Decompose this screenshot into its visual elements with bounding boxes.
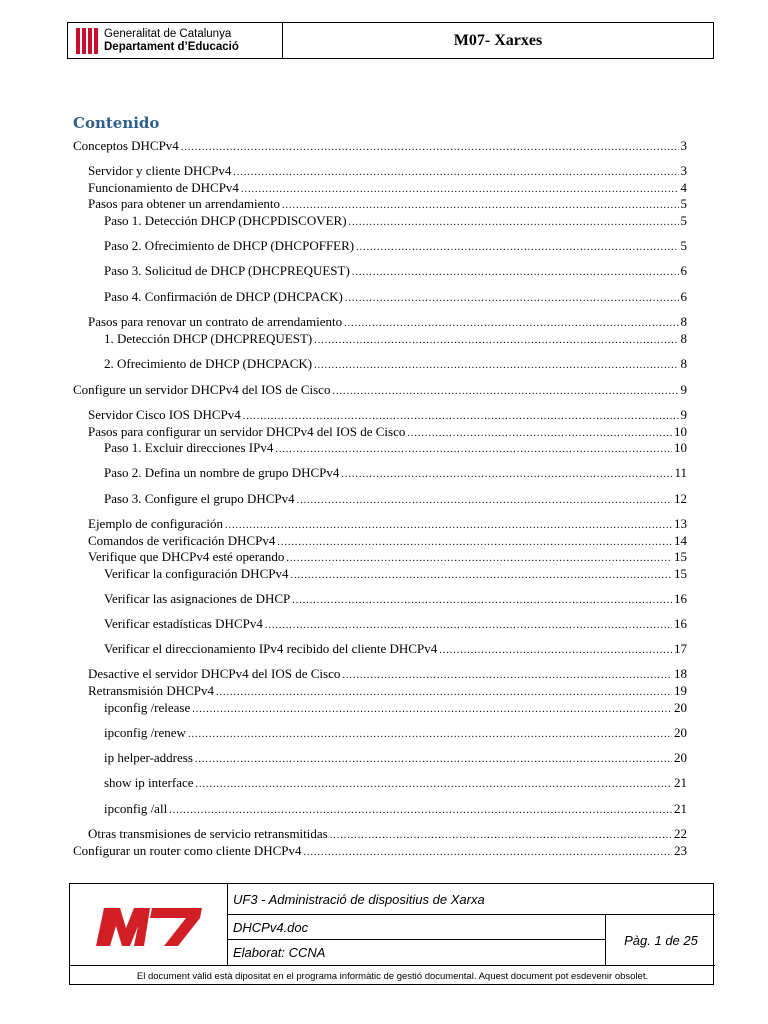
toc-entry[interactable] (104, 775, 687, 793)
toc-entry-title: ip helper-address (104, 750, 193, 765)
toc-page-number: 16 (674, 616, 687, 631)
toc-entry[interactable] (88, 516, 687, 534)
toc-entry-title: Pasos para obtener un arrendamiento (88, 196, 281, 211)
toc-entry-title: ipconfig /renew (104, 725, 186, 740)
toc-entry-title: Ejemplo de configuración (88, 516, 224, 531)
toc-entry-title: Conceptos DHCPv4 (73, 138, 179, 153)
file-name: DHCPv4.doc (227, 915, 605, 940)
toc-page-number: 17 (674, 641, 687, 656)
toc-entry[interactable] (104, 566, 687, 584)
toc-page-number: 13 (674, 516, 687, 531)
toc-page-number: 10 (674, 440, 687, 455)
toc-page-number: 5 (680, 213, 687, 228)
toc-leader-dots (286, 551, 672, 567)
toc-leader-dots (349, 215, 679, 231)
toc-leader-dots (292, 593, 672, 609)
toc-leader-dots (243, 409, 679, 425)
toc-leader-dots (345, 291, 679, 307)
toc-leader-dots (275, 442, 672, 458)
toc-page-number: 5 (680, 238, 687, 253)
toc-page-number: 9 (680, 382, 687, 397)
toc-leader-dots (297, 493, 672, 509)
toc-entry-title: show ip interface (104, 775, 194, 790)
toc-leader-dots (332, 384, 678, 400)
toc-entry[interactable] (104, 213, 687, 231)
toc-title: Contenido (73, 114, 160, 132)
toc-entry[interactable] (104, 801, 687, 819)
org-name-line2: Departament d’Educació (104, 40, 239, 53)
toc-page-number: 16 (674, 591, 687, 606)
toc-page-number: 8 (680, 331, 687, 346)
toc-page-number: 12 (674, 491, 687, 506)
toc-entry[interactable] (104, 641, 687, 659)
toc-page-number: 20 (674, 725, 687, 740)
toc-entry[interactable] (104, 289, 687, 307)
toc-entry[interactable] (104, 331, 687, 349)
toc-entry[interactable] (88, 683, 687, 701)
toc-entry-title: Paso 3. Configure el grupo DHCPv4 (104, 491, 295, 506)
toc-entry[interactable] (88, 196, 687, 214)
toc-entry-title: 1. Detección DHCP (DHCPREQUEST) (104, 331, 313, 346)
toc-page-number: 9 (680, 407, 687, 422)
toc-entry-title: Retransmisión DHCPv4 (88, 683, 215, 698)
toc-entry[interactable] (88, 314, 687, 332)
author-label: Elaborat: CCNA (233, 945, 326, 960)
toc-entry[interactable] (104, 440, 687, 458)
toc-entry[interactable] (104, 750, 687, 768)
unit-name: UF3 - Administració de dispositius de Xarxa (227, 884, 715, 915)
toc-entry-title: Verificar estadísticas DHCPv4 (104, 616, 263, 631)
toc-leader-dots (196, 777, 672, 793)
toc-page-number: 8 (680, 356, 687, 371)
validity-note: El document vàlid està dipositat en el programa informàtic de gestió documental. Aquest document pot esdevenir obsolet. (70, 965, 715, 986)
toc-entry-title: Paso 4. Confirmación de DHCP (DHCPACK) (104, 289, 343, 304)
toc-entry[interactable] (73, 138, 687, 156)
org-name-line1: Generalitat de Catalunya (104, 27, 232, 40)
toc-entry[interactable] (104, 491, 687, 509)
toc-page-number: 21 (674, 775, 687, 790)
toc-entry-title: Otras transmisiones de servicio retransmitidas (88, 826, 328, 841)
toc-entry[interactable] (88, 666, 687, 684)
toc-entry[interactable] (88, 549, 687, 567)
toc-leader-dots (330, 828, 672, 844)
toc-leader-dots (169, 803, 672, 819)
toc-page-number: 4 (680, 180, 687, 195)
toc-entry[interactable] (88, 826, 687, 844)
toc-entry[interactable] (104, 616, 687, 634)
toc-page-number: 18 (674, 666, 687, 681)
toc-page-number: 21 (674, 801, 687, 816)
toc-leader-dots (344, 316, 678, 332)
toc-leader-dots (439, 643, 672, 659)
toc-entry-title: Pasos para renovar un contrato de arrendamiento (88, 314, 343, 329)
toc-entry-title: Configurar un router como cliente DHCPv4 (73, 843, 302, 858)
generalitat-logo-icon (76, 28, 98, 54)
toc-page-number: 6 (680, 289, 687, 304)
toc-entry[interactable] (73, 843, 687, 861)
toc-leader-dots (304, 845, 672, 861)
toc-leader-dots (314, 333, 678, 349)
toc-page-number: 5 (680, 196, 687, 211)
toc-entry-title: Verifique que DHCPv4 esté operando (88, 549, 285, 564)
toc-leader-dots (195, 752, 672, 768)
toc-entry-title: Paso 3. Solicitud de DHCP (DHCPREQUEST) (104, 263, 350, 278)
toc-entry-title: Funcionamiento de DHCPv4 (88, 180, 239, 195)
toc-entry[interactable] (104, 591, 687, 609)
toc-entry-title: Verificar el direccionamiento IPv4 recibido del cliente DHCPv4 (104, 641, 438, 656)
document-header (67, 22, 714, 59)
toc-leader-dots (341, 467, 672, 483)
toc-entry[interactable] (104, 700, 687, 718)
toc-entry-title: Desactive el servidor DHCPv4 del IOS de Cisco (88, 666, 341, 681)
toc-leader-dots (314, 358, 678, 374)
toc-entry-title: 2. Ofrecimiento de DHCP (DHCPACK) (104, 356, 313, 371)
toc-page-number: 20 (674, 750, 687, 765)
toc-entry[interactable] (104, 725, 687, 743)
toc-leader-dots (233, 165, 678, 181)
toc-entry-title: Servidor Cisco IOS DHCPv4 (88, 407, 241, 422)
toc-entry[interactable] (88, 407, 687, 425)
module-title: M07- Xarxes (453, 31, 543, 49)
m7-logo-icon (70, 884, 228, 965)
toc-leader-dots (282, 198, 678, 214)
toc-leader-dots (290, 568, 672, 584)
toc-entry[interactable] (88, 163, 687, 181)
toc-entry[interactable] (73, 382, 687, 400)
toc-page-number: 6 (680, 263, 687, 278)
toc-leader-dots (188, 727, 672, 743)
toc-page-number: 8 (680, 314, 687, 329)
toc-entry-title: Servidor y cliente DHCPv4 (88, 163, 232, 178)
toc-leader-dots (225, 518, 672, 534)
toc-page-number: 14 (674, 533, 687, 548)
toc-entry-title: Verificar las asignaciones de DHCP (104, 591, 291, 606)
toc-leader-dots (181, 140, 679, 156)
toc-entry-title: Pasos para configurar un servidor DHCPv4 del IOS de Cisco (88, 424, 406, 439)
toc-entry-title: Paso 2. Defina un nombre de grupo DHCPv4 (104, 465, 340, 480)
toc-entry[interactable] (104, 356, 687, 374)
toc-entry-title: Paso 1. Excluir direcciones IPv4 (104, 440, 274, 455)
toc-page-number: 3 (680, 138, 687, 153)
toc-entry-title: Comandos de verificación DHCPv4 (88, 533, 276, 548)
toc-page-number: 15 (674, 566, 687, 581)
toc-leader-dots (216, 685, 672, 701)
toc-leader-dots (356, 240, 678, 256)
toc-page-number: 10 (674, 424, 687, 439)
toc-leader-dots (342, 668, 672, 684)
toc-page-number: 15 (674, 549, 687, 564)
toc-entry-title: ipconfig /all (104, 801, 168, 816)
page-number: Pàg. 1 de 25 (605, 915, 716, 965)
toc-page-number: 3 (680, 163, 687, 178)
toc-leader-dots (265, 618, 672, 634)
toc-entry[interactable] (104, 465, 687, 483)
toc-leader-dots (352, 265, 679, 281)
toc-page-number: 22 (674, 826, 687, 841)
toc-page-number: 20 (674, 700, 687, 715)
toc-entry[interactable] (104, 263, 687, 281)
toc-entry[interactable] (104, 238, 687, 256)
toc-entry-title: ipconfig /release (104, 700, 191, 715)
document-footer (69, 883, 714, 985)
toc-entry-title: Paso 2. Ofrecimiento de DHCP (DHCPOFFER) (104, 238, 355, 253)
toc-entry-title: Verificar la configuración DHCPv4 (104, 566, 289, 581)
m7-logo-graphic (90, 902, 208, 948)
toc-page-number: 23 (674, 843, 687, 858)
institution-logo-block (68, 23, 283, 58)
toc-entry-title: Configure un servidor DHCPv4 del IOS de Cisco (73, 382, 331, 397)
toc-page-number: 11 (674, 465, 687, 480)
toc-entry-title: Paso 1. Detección DHCP (DHCPDISCOVER) (104, 213, 347, 228)
toc-leader-dots (192, 702, 672, 718)
toc-page-number: 19 (674, 683, 687, 698)
